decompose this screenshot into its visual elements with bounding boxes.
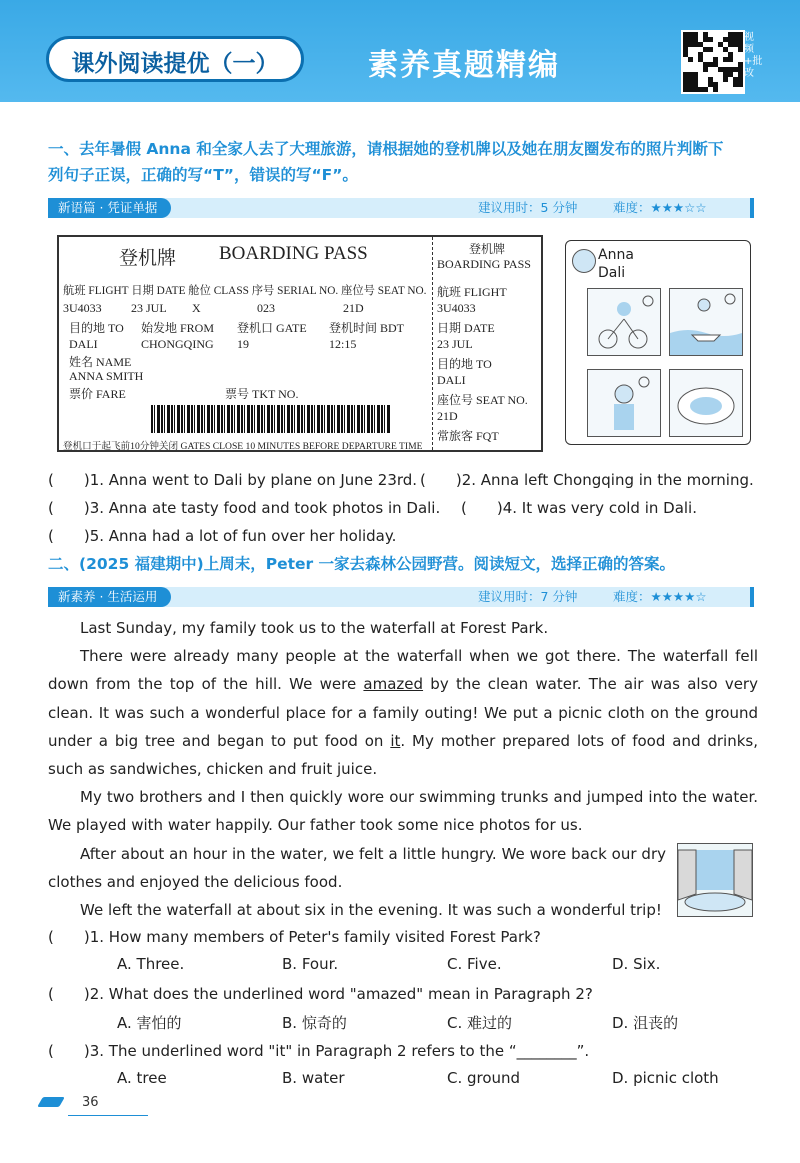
q3-option-a: A. tree: [117, 1069, 167, 1087]
page-number: 36: [82, 1095, 99, 1110]
s1-question-2: ( )2. Anna left Chongqing in the morning.: [420, 471, 754, 489]
moments-place: Dali: [598, 265, 626, 281]
stub-fqt-label: 常旅客 FQT: [437, 429, 499, 443]
qr-module: [738, 47, 743, 52]
stub-title-cn: 登机牌: [469, 242, 506, 256]
stub-flight-label: 航班 FLIGHT: [437, 285, 507, 299]
section2-info-bar: [48, 587, 754, 607]
stub-flight: 3U4033: [437, 301, 476, 315]
qr-module: [723, 77, 728, 82]
bp-dest-label: 目的地 TO: [69, 321, 124, 335]
section2-title: 二、(2025 福建期中)上周末，Peter 一家去森林公园野营。阅读短文，选择正确的答案。: [48, 555, 676, 573]
bp-from: CHONGQING: [141, 337, 214, 351]
page-header: [0, 0, 800, 102]
bp-class: X: [192, 301, 201, 315]
q2-option-a: A. 害怕的: [117, 1014, 182, 1032]
q3-option-c: C. ground: [447, 1069, 521, 1087]
section2-difficulty: 难度：★★★★☆: [613, 589, 707, 604]
bp-title-en: BOARDING PASS: [219, 243, 368, 264]
avatar: [572, 249, 596, 273]
bp-dest: DALI: [69, 337, 98, 351]
section1-info-bar: [48, 198, 754, 218]
q1-option-b: B. Four.: [282, 955, 339, 973]
paragraph-3: My two brothers and I then quickly wore our swimming trunks and jumped into the water. We played with water happily. Our father took some nice photos for us.: [48, 788, 758, 835]
qr-module: [713, 87, 718, 92]
bp-header-row: 航班 FLIGHT 日期 DATE 舱位 CLASS 序号 SERIAL NO. 座位号 SEAT NO.: [63, 285, 427, 297]
s1-question-3: ( )3. Anna ate tasty food and took photos in Dali.: [48, 499, 441, 517]
p2-part-a: There were already many people at the waterfall when we got there. The waterfall fell down from the top of the hill. We were: [48, 647, 758, 694]
section1-title-line2: 列句子正误，正确的写“T”，错误的写“F”。: [48, 166, 358, 184]
moments-name: Anna: [598, 247, 634, 263]
bp-boarding-time: 12:15: [329, 337, 357, 351]
q3-option-d: D. picnic cloth: [612, 1069, 719, 1087]
bp-seat: 21D: [343, 301, 364, 315]
bp-gate: 19: [237, 337, 249, 351]
photo-selfie: [587, 369, 661, 437]
bp-fare-label: 票价 FARE: [69, 387, 126, 401]
qr-code[interactable]: [681, 30, 745, 94]
qr-module: [688, 57, 693, 62]
q3-option-b: B. water: [282, 1069, 345, 1087]
stub-dest-label: 目的地 TO: [437, 357, 492, 371]
p2-part-b: by the clean water. The air was also very clean. It was such a wonderful place for a family outing! We put a picnic cloth on the ground under a big tree and began to put food on: [48, 675, 758, 750]
bp-serial: 023: [257, 301, 275, 315]
bp-flight: 3U4033: [63, 301, 102, 315]
bp-name: ANNA SMITH: [69, 369, 144, 383]
q1-option-a: A. Three.: [117, 955, 185, 973]
section1-title-line1: 一、去年暑假 Anna 和全家人去了大理旅游，请根据她的登机牌以及她在朋友圈发布的照片判断下: [48, 140, 724, 158]
qr-module: [708, 37, 713, 42]
section1-time: 建议用时：5 分钟: [478, 200, 578, 215]
waterfall-illustration: [677, 843, 753, 917]
s1-question-4: ( )4. It was very cold in Dali.: [461, 499, 697, 517]
section2-tag: 新素养 · 生活运用: [48, 587, 171, 607]
q2-option-d: D. 沮丧的: [612, 1014, 679, 1032]
bp-gate-label: 登机口 GATE: [237, 321, 307, 335]
qr-module: [708, 47, 713, 52]
paragraph-1: Last Sunday, my family took us to the waterfall at Forest Park.: [80, 619, 549, 637]
photo-food: [669, 369, 743, 437]
section-pill: [46, 36, 304, 82]
bp-time-label: 登机时间 BDT: [329, 321, 405, 335]
q2-option-b: B. 惊奇的: [282, 1014, 347, 1032]
barcode: [151, 405, 391, 433]
bp-date: 23 JUL: [131, 301, 167, 315]
qr-module: [703, 87, 708, 92]
paragraph-5: We left the waterfall at about six in the evening. It was such a wonderful trip!: [80, 901, 662, 919]
bp-ticket-label: 票号 TKT NO.: [225, 387, 299, 401]
q2-option-c: C. 难过的: [447, 1014, 513, 1032]
paragraph-2: [48, 642, 758, 783]
boarding-pass: [57, 235, 543, 452]
stub-dest: DALI: [437, 373, 466, 387]
underlined-amazed: amazed: [363, 675, 424, 694]
photo-cycling: [587, 288, 661, 356]
section1-difficulty: 难度：★★★☆☆: [613, 200, 707, 215]
bp-footer: 登机口于起飞前10分钟关闭 GATES CLOSE 10 MINUTES BEFORE DEPARTURE TIME: [63, 441, 423, 452]
bp-title-cn: 登机牌: [119, 248, 177, 269]
s2-question-2: ( )2. What does the underlined word "amazed" mean in Paragraph 2?: [48, 985, 593, 1003]
bp-name-label: 姓名 NAME: [69, 355, 132, 369]
bp-divider: [432, 237, 433, 450]
bp-from-label: 始发地 FROM: [141, 321, 215, 335]
underlined-it: it: [390, 731, 401, 750]
q1-option-c: C. Five.: [447, 955, 502, 973]
qr-module: [738, 82, 743, 87]
photo-boating: [669, 288, 743, 356]
section1-tag: 新语篇 · 凭证单据: [48, 198, 171, 218]
header-title: 素养真题精编: [368, 48, 560, 83]
s1-question-5: ( )5. Anna had a lot of fun over her holiday.: [48, 527, 397, 545]
stub-date: 23 JUL: [437, 337, 473, 351]
p2-part-c: . My mother prepared lots of food and drinks, such as sandwiches, chicken and fruit juice.: [48, 731, 758, 779]
qr-module: [728, 57, 733, 62]
stub-seat: 21D: [437, 409, 458, 423]
qr-label: 视频+批改: [744, 32, 763, 79]
s2-question-1: ( )1. How many members of Peter's family visited Forest Park?: [48, 928, 541, 946]
footer-rule: [68, 1115, 148, 1116]
qr-module: [703, 67, 708, 72]
pen-icon: [37, 1097, 65, 1107]
moments-post: [565, 240, 751, 445]
s1-question-1: ( )1. Anna went to Dali by plane on June 23rd.: [48, 471, 418, 489]
paragraph-4: After about an hour in the water, we felt a little hungry. We wore back our dry clothes and enjoyed the delicious food.: [48, 845, 666, 892]
q1-option-d: D. Six.: [612, 955, 661, 973]
pill-text: 课外阅读提优（一）: [71, 51, 279, 77]
s2-question-3: ( )3. The underlined word "it" in Paragraph 2 refers to the “________”.: [48, 1042, 590, 1060]
stub-title-en: BOARDING PASS: [437, 257, 531, 271]
stub-seat-label: 座位号 SEAT NO.: [437, 393, 528, 407]
section2-time: 建议用时：7 分钟: [478, 589, 578, 604]
stub-date-label: 日期 DATE: [437, 321, 495, 335]
